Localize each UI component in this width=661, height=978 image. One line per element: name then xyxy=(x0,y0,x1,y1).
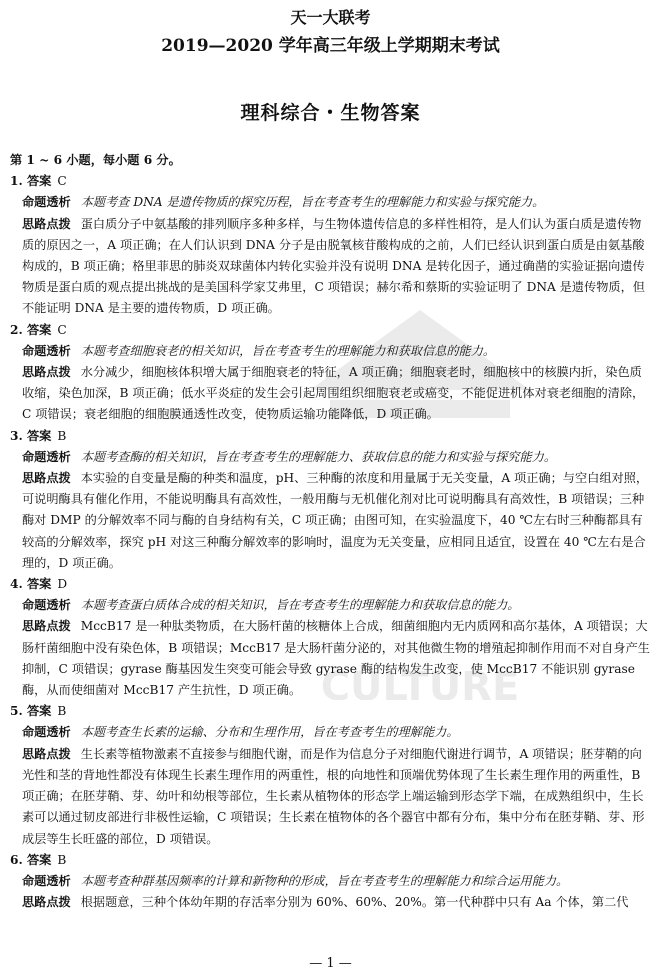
question-3-analysis xyxy=(22,468,653,574)
question-6-analysis xyxy=(22,892,653,913)
analysis-text: 水分减少，细胞核体积增大属于细胞衰老的特征，A 项正确；细胞衰老时，细胞核中的核膜内折，染色质收缩，染色加深，B 项正确；低水平炎症的发生会引起周围组织细胞衰老或癌变，不能促进机体对衰老细胞的清除，C 项错误；衰老细胞的细胞膜通透性改变，使物质运输功能降低，D 项正确。 xyxy=(22,365,645,422)
intent-text: 本题考查酶的相关知识，旨在考查考生的理解能力、获取信息的能力和实验与探究能力。 xyxy=(80,449,557,464)
question-3-header xyxy=(10,426,653,447)
analysis-label: 思路点拨 xyxy=(22,471,71,486)
watermark-text: CULTURE xyxy=(320,664,520,700)
intent-text: 本题考查生长素的运输、分布和生理作用，旨在考查考生的理解能力。 xyxy=(80,725,459,740)
analysis-label: 思路点拨 xyxy=(22,216,71,231)
answer-content xyxy=(10,150,653,913)
analysis-label: 思路点拨 xyxy=(22,365,71,380)
question-1-intent xyxy=(22,192,653,213)
question-1-header xyxy=(10,171,653,192)
question-2-header xyxy=(10,320,653,341)
answer-label: 答案 xyxy=(26,322,52,337)
subject-title: 理科综合・生物答案 xyxy=(240,102,421,124)
page-number: — 1 — xyxy=(309,956,352,971)
answer-label: 答案 xyxy=(26,577,52,592)
question-5-analysis xyxy=(22,744,653,850)
answer-label: 答案 xyxy=(26,174,52,189)
intent-text: 本题考查种群基因频率的计算和新物种的形成，旨在考查考生的理解能力和综合运用能力。 xyxy=(80,873,569,888)
question-number: 5. xyxy=(10,704,27,719)
intent-text: 本题考查细胞衰老的相关知识，旨在考查考生的理解能力和获取信息的能力。 xyxy=(80,343,496,358)
exam-title: 2019—2020 学年高三年级上学期期末考试 xyxy=(161,36,500,56)
analysis-text: 根据题意，三种个体幼年期的存活率分别为 60%、60%、20%。第一代种群中只有 Aa 个体，第二代 xyxy=(80,895,629,910)
analysis-label: 思路点拨 xyxy=(22,895,71,910)
answer-label: 答案 xyxy=(26,852,52,867)
question-2-intent xyxy=(22,341,653,362)
question-number: 6. xyxy=(10,852,27,867)
answer-value: D xyxy=(57,577,68,592)
question-6-intent xyxy=(22,871,653,892)
question-number: 1. xyxy=(10,174,27,189)
question-5-header xyxy=(10,701,653,722)
intent-text: 本题考查蛋白质体合成的相关知识，旨在考查考生的理解能力和获取信息的能力。 xyxy=(80,598,520,613)
intent-label: 命题透析 xyxy=(22,195,71,210)
answer-value: B xyxy=(57,428,67,443)
section-intro: 第 1 ~ 6 小题，每小题 6 分。 xyxy=(10,153,181,167)
question-6-header xyxy=(10,850,653,871)
question-number: 3. xyxy=(10,428,27,443)
answer-label: 答案 xyxy=(26,704,52,719)
analysis-label: 思路点拨 xyxy=(22,746,71,761)
question-3-intent xyxy=(22,447,653,468)
answer-value: B xyxy=(57,852,67,867)
question-4-intent xyxy=(22,595,653,616)
intent-label: 命题透析 xyxy=(22,343,71,358)
answer-value: B xyxy=(57,704,67,719)
analysis-text: 生长素等植物激素不直接参与细胞代谢，而是作为信息分子对细胞代谢进行调节，A 项错误；胚芽鞘的向光性和茎的背地性都没有体现生长素生理作用的两重性，根的向地性和顶端优势体现了生长素生理作用的两重性，B 项正确；在胚芽鞘、芽、幼叶和幼根等部位，生长素从植物体的形态学上端运输到形态学下端，在成熟组织中，生长素可以通过韧皮部进行非极性运输，C 项错误；生长素在植物体的各个器官中都有分布，集中分布在胚芽鞘、芽、形成层等生长旺盛的部位，D 项错误。 xyxy=(22,746,645,846)
question-4-header xyxy=(10,574,653,595)
question-number: 2. xyxy=(10,322,27,337)
analysis-text: 本实验的自变量是酶的种类和温度，pH、三种酶的浓度和用量属于无关变量，A 项正确；与空白组对照，可说明酶具有催化作用，不能说明酶具有高效性，一般用酶与无机催化剂对比可说明酶具有高效性，B 项错误；三种酶对 DMP 的分解效率不同与酶的自身结构有关，C 项正确；由图可知，在实验温度下，40 ℃左右时三种酶都具有较高的分解效率，探究 pH 对这三种酶分解效率的影响时，温度为无关变量，应相同且适宜，设置在 40 ℃左右是合理的，D 项正确。 xyxy=(22,471,649,570)
answer-label: 答案 xyxy=(26,428,52,443)
intent-label: 命题透析 xyxy=(22,598,71,613)
analysis-text: MccB17 是一种肽类物质，在大肠杆菌的核糖体上合成，细菌细胞内无内质网和高尔基体，A 项错误；大肠杆菌细胞中没有染色体，B 项错误；MccB17 是大肠杆菌分泌的，对其他微生物的增殖起抑制作用而不对自身产生抑制，C 项错误；gyrase 酶基因发生突变可能会导致 gyrase 酶的结构发生改变，使 MccB17 不能识别 gyrase 酶，从而使细菌对 MccB17 产生抗性，D 项正确。 xyxy=(22,619,650,698)
analysis-text: 蛋白质分子中氨基酸的排列顺序多种多样，与生物体遗传信息的多样性相符，是人们认为蛋白质是遗传物质的原因之一，A 项正确；在人们认识到 DNA 分子是由脱氧核苷酸构成的之前，人们已经认识到蛋白质是由氨基酸构成的，B 项正确；格里菲思的肺炎双球菌体内转化实验并没有说明 DNA 是转化因子，通过确凿的实验证据向遗传物质是蛋白质的观点提出挑战的是美国科学家艾弗里，C 项错误；赫尔希和蔡斯的实验证明了 DNA 是遗传物质，但不能证明 DNA 是主要的遗传物质，D 项正确。 xyxy=(22,216,645,316)
org-title: 天一大联考 xyxy=(290,8,371,27)
intent-label: 命题透析 xyxy=(22,449,71,464)
question-1-analysis xyxy=(22,214,653,320)
intent-text: 本题考查 DNA 是遗传物质的探究历程，旨在考查考生的理解能力和实验与探究能力。 xyxy=(80,195,545,210)
question-4-analysis xyxy=(22,616,653,701)
question-number: 4. xyxy=(10,577,27,592)
intent-label: 命题透析 xyxy=(22,725,71,740)
analysis-label: 思路点拨 xyxy=(22,619,71,634)
answer-value: C xyxy=(57,322,67,337)
answer-value: C xyxy=(57,174,67,189)
question-2-analysis xyxy=(22,362,653,426)
intent-label: 命题透析 xyxy=(22,873,71,888)
question-5-intent xyxy=(22,722,653,743)
